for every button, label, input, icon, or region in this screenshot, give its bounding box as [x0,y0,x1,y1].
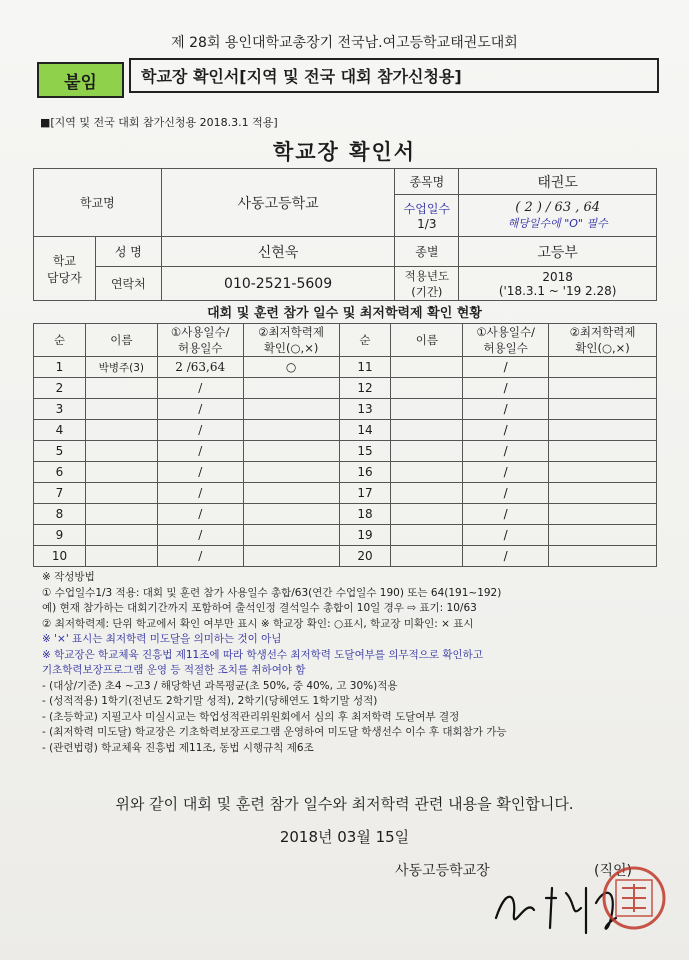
row-check [243,420,339,441]
row-no: 13 [339,399,391,420]
row-days: / [463,420,549,441]
info-table [33,168,657,301]
row-no: 8 [34,504,86,525]
instruction-line: 기초학력보장프로그램 운영 등 적절한 조치를 취하여야 함 [42,664,306,676]
row-no: 18 [339,504,391,525]
row-no: 6 [34,462,86,483]
col-min-2: ②최저학력제 확인(○,×) [549,324,657,357]
row-name [85,420,157,441]
classdays-cell [459,195,657,237]
row-days: / [463,525,549,546]
row-days: / [157,378,243,399]
instructions-heading: ※ 작성방법 [42,571,95,583]
row-check [243,378,339,399]
table-row [34,546,657,567]
confirmation-statement: 위와 같이 대회 및 훈련 참가 일수와 최저학력 관련 내용을 확인합니다. [115,795,574,813]
classdays-sub: 1/3 [417,217,437,231]
row-name [391,504,463,525]
row-check [549,420,657,441]
classdays-note: 해당일수에 "O" 필수 [507,217,608,230]
row-no: 2 [34,378,86,399]
row-days: / [157,525,243,546]
row-check [549,399,657,420]
row-no: 20 [339,546,391,567]
table-row [34,399,657,420]
row-name [85,525,157,546]
row-no: 19 [339,525,391,546]
row-check [243,462,339,483]
row-no: 16 [339,462,391,483]
row-days: / [463,378,549,399]
instruction-line: ② 최저학력제: 단위 학교에서 확인 여부만 표시 ※ 학교장 확인: ○표시, 학교장 미확인: × 표시 [42,617,474,630]
row-no: 17 [339,483,391,504]
classdays-label [395,195,459,237]
row-days: / [463,357,549,378]
attendance-table [33,323,657,567]
event-title: 제 28회 용인대학교총장기 전국남.여고등학교태권도대회 [171,35,518,51]
instructions [42,570,662,756]
event-value: 태권도 [459,169,657,195]
row-days: / [157,504,243,525]
row-days: / [157,462,243,483]
col-days: ①사용일수/ 허용일수 [157,324,243,357]
name-value: 신현욱 [161,237,395,267]
attachment-tag: 붙임 [37,62,124,98]
instruction-line: - (성적적용) 1학기(전년도 2학기말 성적), 2학기(당해연도 1학기말 성적) [42,695,378,707]
table-row [34,378,657,399]
table-row [34,462,657,483]
row-days: / [157,441,243,462]
instruction-line: 예) 현재 참가하는 대회기간까지 포함하여 출석인정 결석일수 총합이 10일 경우 ⇨ 표기: 10/63 [42,602,477,614]
row-check [549,483,657,504]
table-row [34,441,657,462]
table-row [34,483,657,504]
seal-label: (직인) [594,863,632,879]
row-check [549,378,657,399]
row-name [391,420,463,441]
row-no: 1 [34,357,86,378]
row-no: 15 [339,441,391,462]
instruction-line: - (대상/기준) 초4 ~고3 / 해당학년 과목평균(초 50%, 중 40%, 고 30%)적용 [42,679,398,692]
row-check [243,525,339,546]
row-days: / [157,546,243,567]
principal-title: 사동고등학교장 [395,863,490,879]
instruction-line: ※ '×' 표시는 최저학력 미도달을 의미하는 것이 아님 [42,633,282,645]
col-no: 순 [34,324,86,357]
year-label: 적용년도 (기간) [395,267,459,301]
row-name [85,504,157,525]
col-min: ②최저학력제 확인(○,×) [243,324,339,357]
row-check [549,357,657,378]
row-check [549,546,657,567]
table-row [34,420,657,441]
row-days: / [463,546,549,567]
row-name [391,525,463,546]
classdays-value: ( 2 ) / 63 , 64 [515,200,601,215]
instruction-line: - (초등학교) 지필고사 미실시교는 학업성적관리위원회에서 심의 후 최저학력 도달여부 결정 [42,710,460,723]
year-cell [459,267,657,301]
row-days: / [463,504,549,525]
row-no: 4 [34,420,86,441]
row-name [391,441,463,462]
instruction-line: ① 수업일수1/3 적용: 대회 및 훈련 참가 사용일수 총합/63(연간 수업일수 190) 또는 64(191~192) [42,586,502,599]
row-name [391,399,463,420]
row-no: 12 [339,378,391,399]
attendance-title: 대회 및 훈련 참가 일수 및 최저학력제 확인 현황 [207,306,482,321]
row-no: 14 [339,420,391,441]
row-no: 10 [34,546,86,567]
table-row [34,357,657,378]
col-no-2: 순 [339,324,391,357]
row-days: / [463,399,549,420]
col-name: 이름 [85,324,157,357]
form-title: 학교장 확인서[지역 및 전국 대회 참가신청용] [129,58,659,93]
type-label: 종별 [395,237,459,267]
row-check [243,546,339,567]
row-check [549,525,657,546]
phone-value: 010-2521-5609 [161,267,395,301]
row-no: 5 [34,441,86,462]
row-check [243,441,339,462]
applicability-note: ■[지역 및 전국 대회 참가신청용 2018.3.1 적용] [40,116,278,129]
signature-scribble [496,888,616,933]
row-days: / [157,420,243,441]
event-label: 종목명 [395,169,459,195]
row-check [243,483,339,504]
year-value: 2018 [542,269,573,284]
document-title: 학교장 확인서 [272,140,417,164]
row-name [85,483,157,504]
row-no: 11 [339,357,391,378]
row-no: 9 [34,525,86,546]
row-no: 7 [34,483,86,504]
school-label: 학교명 [34,169,162,237]
table-row [34,525,657,546]
row-days: / [463,462,549,483]
row-days: / [157,399,243,420]
instruction-line: - (최저학력 미도달) 학교장은 기초학력보장프로그램 운영하여 미도달 학생선수 이수 후 대회참가 가능 [42,726,507,738]
row-check [243,504,339,525]
row-name [85,546,157,567]
row-name [391,483,463,504]
row-name [85,399,157,420]
signature-and-seal [486,858,666,948]
row-name [391,462,463,483]
col-days-2: ①사용일수/ 허용일수 [463,324,549,357]
row-name [85,441,157,462]
row-check [549,441,657,462]
row-days: / [157,483,243,504]
phone-label: 연락처 [95,267,161,301]
col-name-2: 이름 [391,324,463,357]
instruction-line: - (관련법령) 학교체육 진흥법 제11조, 동법 시행규칙 제6조 [42,741,314,754]
year-period: ('18.3.1 ~ '19 2.28) [498,283,617,298]
row-name [85,378,157,399]
contact-label: 학교 담당자 [34,237,96,301]
issue-date: 2018년 03월 15일 [279,828,410,846]
row-check [549,504,657,525]
table-row [34,504,657,525]
row-check: ○ [243,357,339,378]
type-value: 고등부 [459,237,657,267]
row-name [391,357,463,378]
name-label: 성 명 [95,237,161,267]
row-check [243,399,339,420]
row-name [391,546,463,567]
row-name [391,378,463,399]
row-days: / [463,441,549,462]
instruction-line: ※ 학교장은 학교체육 진흥법 제11조에 따라 학생선수 최저학력 도달여부를 의무적으로 확인하고 [42,648,483,661]
classdays-label-text: 수업일수 [403,202,451,216]
row-days: 2 /63,64 [157,357,243,378]
row-days: / [463,483,549,504]
row-name: 박병주(3) [85,357,157,378]
row-name [85,462,157,483]
row-check [549,462,657,483]
row-no: 3 [34,399,86,420]
school-value: 사동고등학교 [161,169,395,237]
instructions-lines [42,586,662,757]
